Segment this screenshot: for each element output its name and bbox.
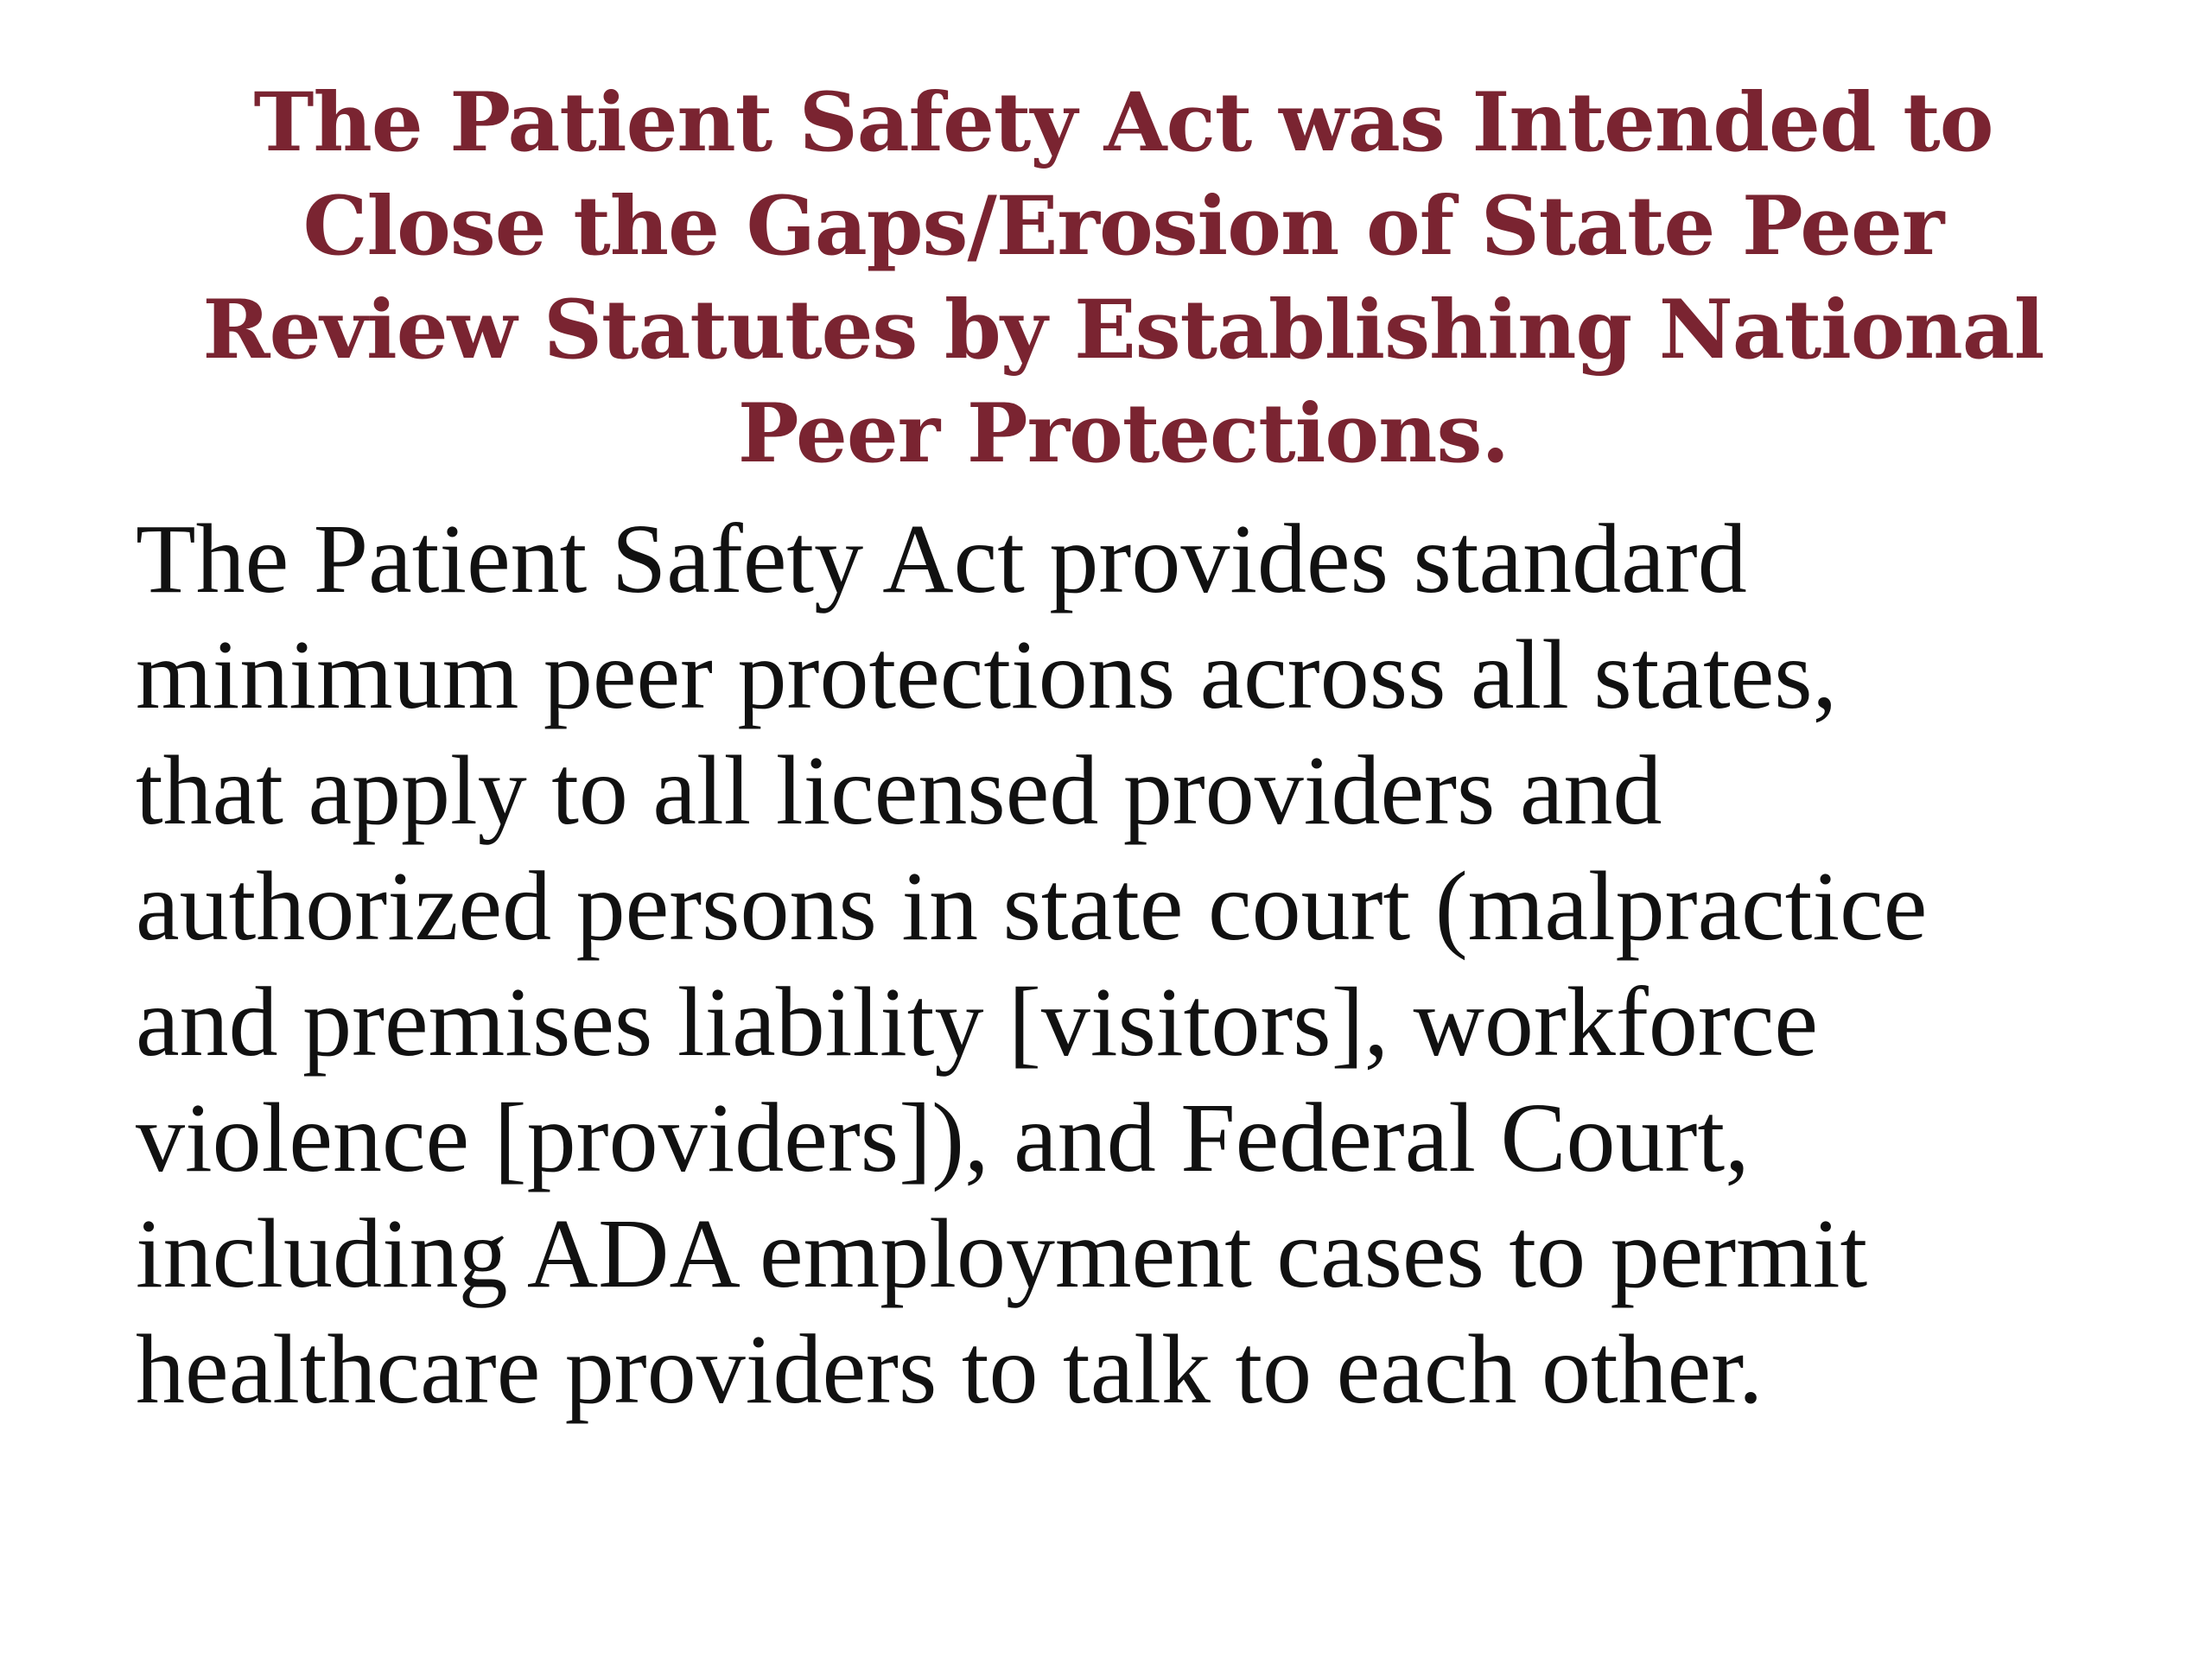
slide-body-text [136,501,2123,1427]
body-line-2: minimum peer protections across all states, [136,620,1838,729]
body-line-1: The Patient Safety Act provides standard [136,504,1747,613]
title-line-4: Peer Protections. [737,386,1510,481]
body-line-3: that apply to all licensed providers and [136,735,1662,845]
slide-title [173,71,2074,486]
body-line-7: including ADA employment cases to permit [136,1198,1868,1308]
title-line-2: Close the Gaps/Erosion of State Peer [302,179,1944,274]
body-line-4: authorized persons in state court (malpractice [136,851,1928,961]
title-line-1: The Patient Safety Act was Intended to [253,75,1993,170]
body-line-5: and premises liability [visitors], workforce [136,967,1819,1077]
body-line-6: violence [providers]), and Federal Court, [136,1083,1750,1192]
body-line-8: healthcare providers to talk to each other. [136,1314,1764,1424]
title-line-3: Review Statutes by Establishing National [202,283,2044,378]
